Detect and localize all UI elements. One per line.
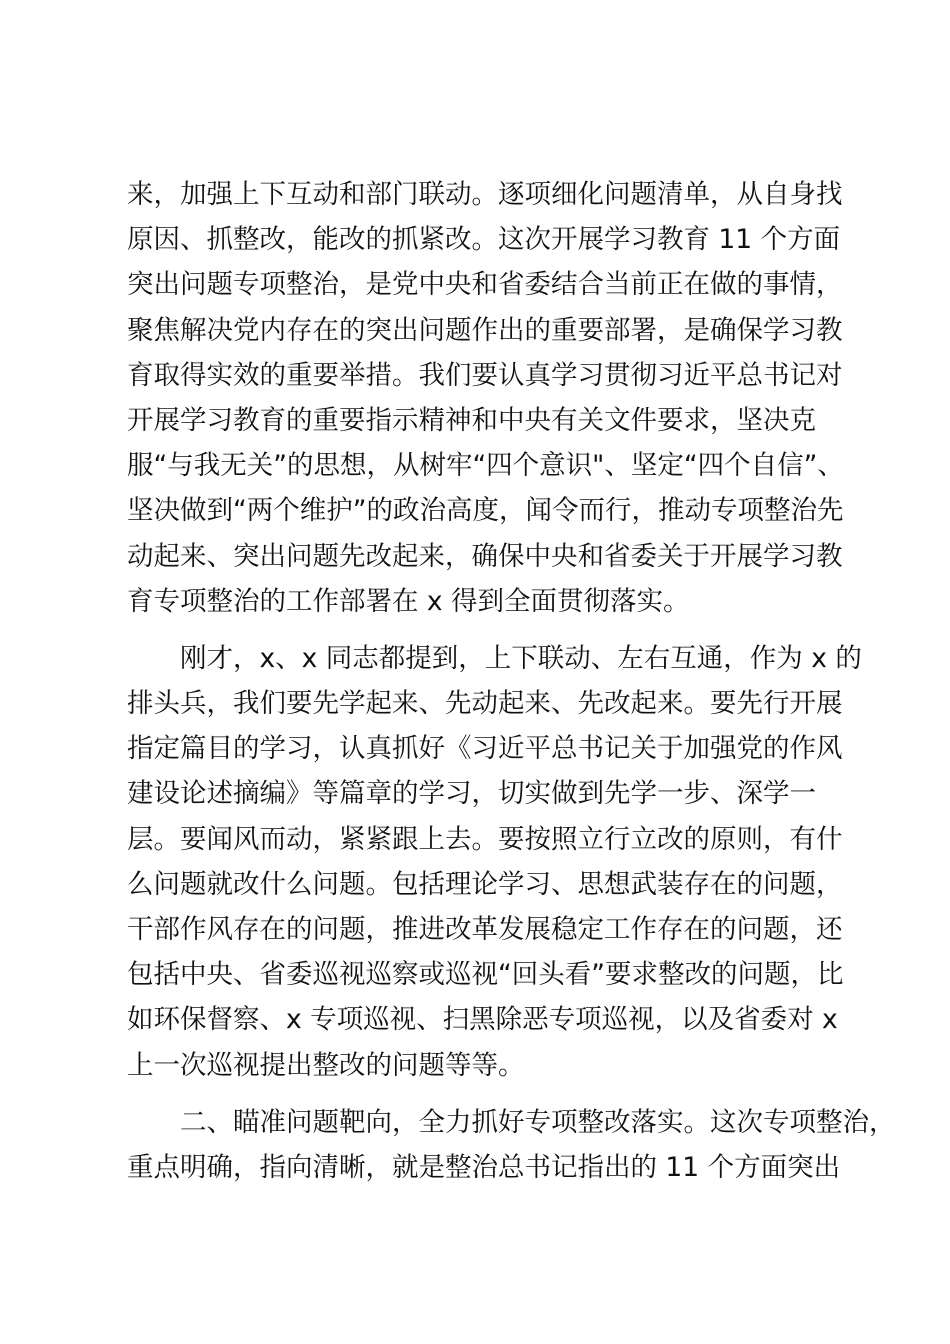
text-line: 干部作风存在的问题，推进改革发展稳定工作存在的问题，还 [127, 914, 843, 945]
text-line: 原因、抓整改，能改的抓紧改。这次开展学习教育 11 个方面 [127, 224, 841, 256]
text-line: 刚才，x、x 同志都提到，上下联动、左右互通，作为 x 的 [180, 642, 862, 674]
text-line: 育专项整治的工作部署在 x 得到全面贯彻落实。 [127, 585, 690, 617]
text-line: 动起来、突出问题先改起来，确保中央和省委关于开展学习教 [127, 540, 843, 572]
text-line: 上一次巡视提出整改的问题等等。 [127, 1049, 525, 1081]
text-line: 突出问题专项整治，是党中央和省委结合当前正在做的事情， [127, 269, 843, 301]
text-line: 重点明确，指向清晰，就是整治总书记指出的 11 个方面突出 [127, 1151, 841, 1183]
text-line: 聚焦解决党内存在的突出问题作出的重要部署，是确保学习教 [127, 314, 843, 346]
text-line: 育取得实效的重要举措。我们要认真学习贯彻习近平总书记对 [127, 359, 843, 391]
text-line: 开展学习教育的重要指示精神和中央有关文件要求，坚决克 [127, 404, 816, 436]
paragraph-3 [127, 1100, 896, 1190]
text-line: 二、瞄准问题靶向，全力抓好专项整改落实。这次专项整治， [180, 1106, 896, 1138]
paragraph-gap [127, 624, 827, 636]
text-line: 建设论述摘编》等篇章的学习，切实做到先学一步、深学一 [127, 778, 816, 810]
text-line: 服“与我无关”的思想，从树牢“四个意识"、坚定“四个自信”、 [127, 450, 844, 482]
text-line: 如环保督察、x 专项巡视、扫黑除恶专项巡视，以及省委对 x [127, 1004, 838, 1036]
text-line: 来，加强上下互动和部门联动。逐项细化问题清单，从自身找 [127, 179, 843, 210]
paragraph-gap [127, 1088, 827, 1100]
paragraph-2 [127, 636, 862, 1088]
paragraph-1 [127, 172, 844, 624]
text-line: 排头兵，我们要先学起来、先动起来、先改起来。要先行开展 [127, 688, 843, 720]
text-line: 层。要闻风而动，紧紧跟上去。要按照立行立改的原则，有什 [127, 823, 843, 855]
text-line: 坚决做到“两个维护”的政治高度，闻令而行，推动专项整治先 [127, 495, 844, 527]
document-body [127, 172, 896, 1190]
text-line: 么问题就改什么问题。包括理论学习、思想武装存在的问题， [127, 868, 843, 900]
text-line: 指定篇目的学习，认真抓好《习近平总书记关于加强党的作风 [127, 733, 843, 765]
text-line: 包括中央、省委巡视巡察或巡视“回头看”要求整改的问题，比 [127, 959, 844, 991]
